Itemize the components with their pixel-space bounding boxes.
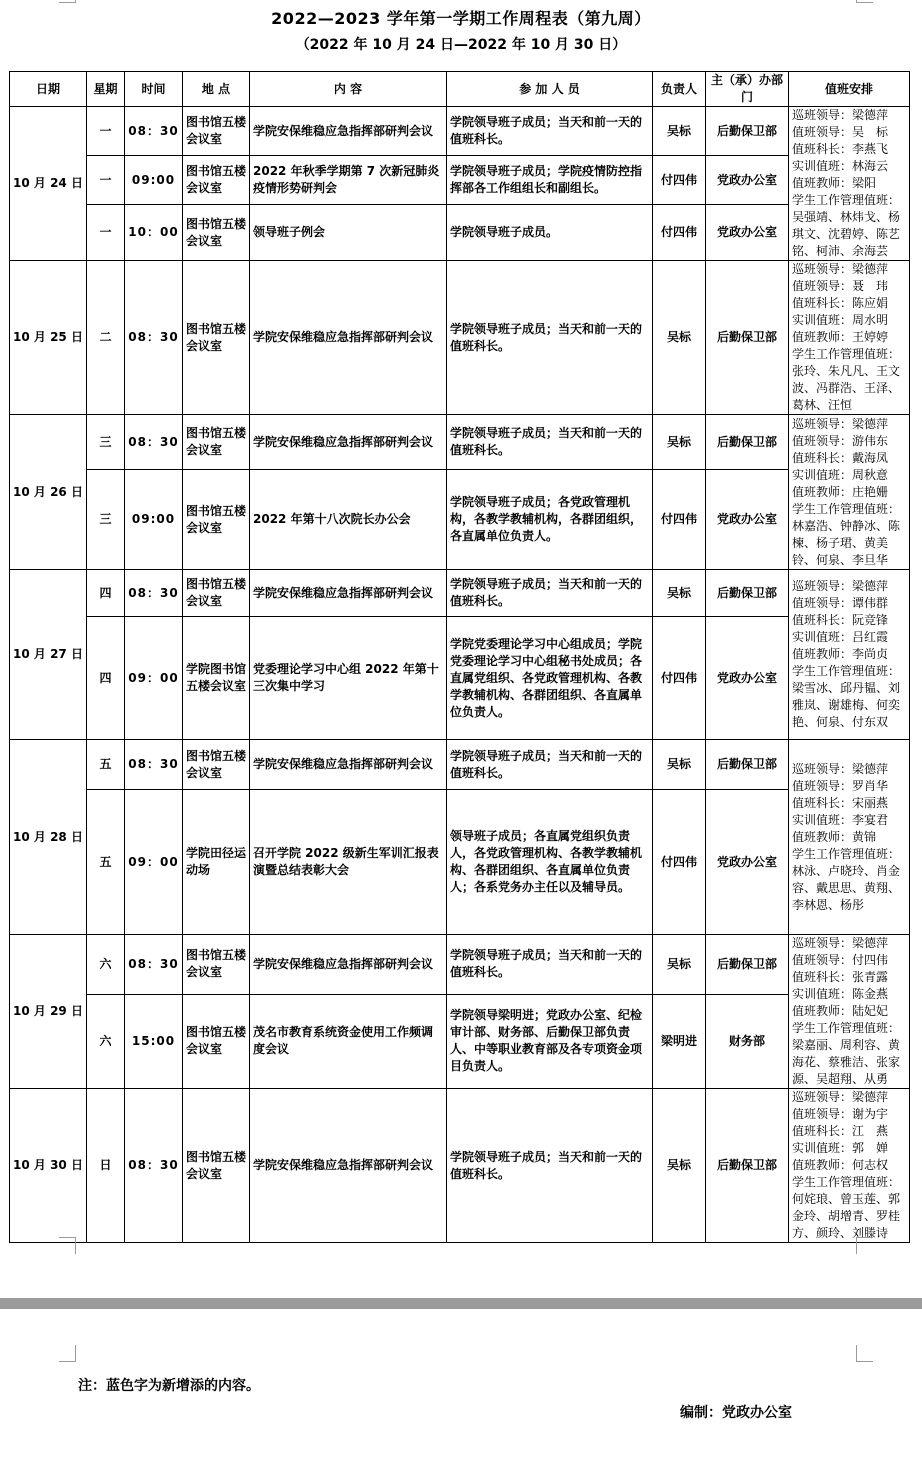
duty-line: 值班领导：聂 玮 <box>792 279 889 293</box>
weekday-cell: 二 <box>87 261 125 415</box>
footnote: 注：蓝色字为新增添的内容。 <box>78 1378 260 1394</box>
crop-mark-top-left-page2 <box>59 1345 76 1362</box>
participants-cell: 学院领导梁明进；党政办公室、纪检审计部、财务部、后勤保卫部负责人、中等职业教育部及各专项资金项目负责人。 <box>447 994 653 1088</box>
weekday-cell: 六 <box>87 935 125 995</box>
header-content: 内 容 <box>250 72 447 107</box>
duty-line: 值班领导：游伟东 <box>792 433 889 448</box>
duty-line: 巡班领导：梁德萍 <box>792 108 889 122</box>
header-weekday: 星期 <box>87 72 125 107</box>
schedule-row <box>10 205 910 261</box>
time-cell: 08：30 <box>125 740 183 790</box>
location-cell: 学院图书馆五楼会议室 <box>183 617 250 740</box>
duty-line: 实训值班：陈金燕 <box>792 987 889 1001</box>
content-cell: 学院安保维稳应急指挥部研判会议 <box>250 740 447 790</box>
date-cell: 10 月 28 日 <box>10 740 87 935</box>
dept-cell: 后勤保卫部 <box>706 740 789 790</box>
schedule-row <box>10 415 910 470</box>
duty-line: 巡班领导：梁德萍 <box>792 936 889 950</box>
schedule-row <box>10 740 910 790</box>
duty-line: 值班领导：吴 标 <box>792 125 889 139</box>
weekday-cell: 六 <box>87 994 125 1088</box>
duty-line: 实训值班：周秋意 <box>792 467 889 482</box>
participants-cell: 学院领导班子成员；当天和前一天的值班科长。 <box>447 415 653 470</box>
time-cell: 09：00 <box>125 790 183 935</box>
dept-cell: 后勤保卫部 <box>706 415 789 470</box>
date-range-subtitle: （2022 年 10 月 24 日—2022 年 10 月 30 日） <box>295 37 627 53</box>
time-cell: 08：30 <box>125 935 183 995</box>
weekday-cell: 一 <box>87 156 125 205</box>
duty-cell <box>789 415 910 570</box>
schedule-row <box>10 156 910 205</box>
duty-cell <box>789 107 910 261</box>
schedule-row <box>10 470 910 570</box>
schedule-row <box>10 617 910 740</box>
duty-line: 学生工作管理值班：林泳、卢晓玲、肖金容、戴思思、黄翔、李林恩、杨彤 <box>792 846 901 912</box>
crop-mark-top-right <box>856 0 873 3</box>
duty-line: 巡班领导：梁德萍 <box>792 262 889 276</box>
dept-cell: 后勤保卫部 <box>706 107 789 156</box>
duty-line: 值班领导：谭伟群 <box>792 596 889 610</box>
duty-line: 巡班领导：梁德萍 <box>792 1090 889 1104</box>
duty-line: 值班教师：李尚贞 <box>792 647 889 661</box>
duty-line: 值班科长：阮竞锋 <box>792 613 889 627</box>
duty-cell <box>789 261 910 415</box>
duty-line: 值班科长：江 燕 <box>792 1124 889 1138</box>
header-location: 地 点 <box>183 72 250 107</box>
participants-cell: 学院党委理论学习中心组成员；学院党委理论学习中心组秘书处成员；各直属党组织、各党政管理机构、各教学教辅机构、各群团组织、各直属单位负责人。 <box>447 617 653 740</box>
duty-line: 巡班领导：梁德萍 <box>792 761 889 776</box>
content-cell: 2022 年第十八次院长办公会 <box>250 470 447 570</box>
participants-cell: 学院领导班子成员。 <box>447 205 653 261</box>
content-cell: 召开学院 2022 级新生军训汇报表演暨总结表彰大会 <box>250 790 447 935</box>
date-cell: 10 月 26 日 <box>10 415 87 570</box>
participants-cell: 领导班子成员；各直属党组织负责人，各党政管理机构、各教学教辅机构、各群团组织、各直属单位负责人；各系党务办主任以及辅导员。 <box>447 790 653 935</box>
time-cell: 08：30 <box>125 1089 183 1243</box>
schedule-row <box>10 1089 910 1243</box>
participants-cell: 学院领导班子成员；当天和前一天的值班科长。 <box>447 261 653 415</box>
location-cell: 图书馆五楼会议室 <box>183 470 250 570</box>
duty-line: 值班教师：黄锦 <box>792 829 877 844</box>
time-cell: 08：30 <box>125 570 183 617</box>
time-cell: 09：00 <box>125 617 183 740</box>
header-date: 日期 <box>10 72 87 107</box>
participants-cell: 学院领导班子成员；当天和前一天的值班科长。 <box>447 935 653 995</box>
schedule-row <box>10 107 910 156</box>
content-cell: 茂名市教育系统资金使用工作频调度会议 <box>250 994 447 1088</box>
content-cell: 学院安保维稳应急指挥部研判会议 <box>250 261 447 415</box>
weekday-cell: 五 <box>87 740 125 790</box>
dept-cell: 党政办公室 <box>706 205 789 261</box>
content-cell: 学院安保维稳应急指挥部研判会议 <box>250 935 447 995</box>
dept-cell: 财务部 <box>706 994 789 1088</box>
duty-line: 实训值班：李宴君 <box>792 812 889 827</box>
crop-mark-top-left <box>59 0 76 3</box>
page-title: 2022—2023 学年第一学期工作周程表（第九周） <box>271 9 651 28</box>
duty-cell <box>789 1089 910 1243</box>
duty-line: 值班教师：梁阳 <box>792 176 877 190</box>
duty-line: 学生工作管理值班：梁雪冰、邱丹韫、刘雅岚、谢雄梅、何奕艳、何泉、付东双 <box>792 664 901 729</box>
duty-cell <box>789 740 910 935</box>
duty-cell <box>789 570 910 740</box>
schedule-row <box>10 261 910 415</box>
time-cell: 08：30 <box>125 107 183 156</box>
weekday-cell: 一 <box>87 205 125 261</box>
participants-cell: 学院领导班子成员；学院疫情防控指挥部各工作组组长和副组长。 <box>447 156 653 205</box>
participants-cell: 学院领导班子成员；当天和前一天的值班科长。 <box>447 740 653 790</box>
duty-line: 值班教师：王婷婷 <box>792 330 889 344</box>
duty-line: 实训值班：周水明 <box>792 313 889 327</box>
time-cell: 09:00 <box>125 470 183 570</box>
dept-cell: 党政办公室 <box>706 470 789 570</box>
location-cell: 图书馆五楼会议室 <box>183 156 250 205</box>
leader-cell: 吴标 <box>653 415 706 470</box>
location-cell: 图书馆五楼会议室 <box>183 205 250 261</box>
location-cell: 图书馆五楼会议室 <box>183 415 250 470</box>
time-cell: 15:00 <box>125 994 183 1088</box>
location-cell: 图书馆五楼会议室 <box>183 935 250 995</box>
duty-line: 实训值班：吕红霞 <box>792 630 889 644</box>
leader-cell: 吴标 <box>653 261 706 415</box>
leader-cell: 吴标 <box>653 107 706 156</box>
location-cell: 图书馆五楼会议室 <box>183 107 250 156</box>
schedule-row <box>10 935 910 995</box>
content-cell: 学院安保维稳应急指挥部研判会议 <box>250 415 447 470</box>
dept-cell: 后勤保卫部 <box>706 261 789 415</box>
duty-line: 实训值班：郭 婵 <box>792 1141 889 1155</box>
time-cell: 09:00 <box>125 156 183 205</box>
duty-line: 巡班领导：梁德萍 <box>792 416 889 431</box>
weekday-cell: 一 <box>87 107 125 156</box>
weekday-cell: 三 <box>87 415 125 470</box>
participants-cell: 学院领导班子成员；当天和前一天的值班科长。 <box>447 570 653 617</box>
date-cell: 10 月 24 日 <box>10 107 87 261</box>
duty-line: 值班教师：陆妃妃 <box>792 1004 889 1018</box>
leader-cell: 付四伟 <box>653 617 706 740</box>
duty-line: 学生工作管理值班：林嘉浩、钟静冰、陈楝、杨子珺、黄美铃、何泉、李旦华 <box>792 501 901 567</box>
duty-line: 学生工作管理值班：何姹琅、曾玉莲、郭金玲、胡增青、罗桂方、颜玲、刘滕诗 <box>792 1175 901 1240</box>
content-cell: 学院安保维稳应急指挥部研判会议 <box>250 570 447 617</box>
location-cell: 图书馆五楼会议室 <box>183 261 250 415</box>
date-cell: 10 月 30 日 <box>10 1089 87 1243</box>
duty-line: 学生工作管理值班：梁嘉丽、周利容、黄海花、蔡雅洁、张家源、吴超翔、从勇 <box>792 1021 901 1086</box>
weekday-cell: 五 <box>87 790 125 935</box>
header-row <box>10 72 910 107</box>
duty-line: 值班领导：罗肖华 <box>792 778 889 793</box>
schedule-body <box>10 107 910 1243</box>
leader-cell: 付四伟 <box>653 470 706 570</box>
location-cell: 学院田径运动场 <box>183 790 250 935</box>
schedule-row <box>10 994 910 1088</box>
content-cell: 学院安保维稳应急指挥部研判会议 <box>250 107 447 156</box>
location-cell: 图书馆五楼会议室 <box>183 570 250 617</box>
duty-line: 值班领导：付四伟 <box>792 953 889 967</box>
content-cell: 学院安保维稳应急指挥部研判会议 <box>250 1089 447 1243</box>
duty-line: 值班领导：谢为宇 <box>792 1107 889 1121</box>
location-cell: 图书馆五楼会议室 <box>183 740 250 790</box>
editor-credit: 编制：党政办公室 <box>680 1405 792 1421</box>
duty-line: 值班教师：庄艳姗 <box>792 484 889 499</box>
duty-line: 巡班领导：梁德萍 <box>792 579 889 593</box>
header-time: 时间 <box>125 72 183 107</box>
dept-cell: 后勤保卫部 <box>706 935 789 995</box>
content-cell: 党委理论学习中心组 2022 年第十三次集中学习 <box>250 617 447 740</box>
participants-cell: 学院领导班子成员；当天和前一天的值班科长。 <box>447 107 653 156</box>
leader-cell: 付四伟 <box>653 790 706 935</box>
duty-line: 实训值班：林海云 <box>792 159 889 173</box>
dept-cell: 后勤保卫部 <box>706 570 789 617</box>
schedule-row <box>10 570 910 617</box>
participants-cell: 学院领导班子成员；各党政管理机构，各教学教辅机构，各群团组织，各直属单位负责人。 <box>447 470 653 570</box>
time-cell: 08：30 <box>125 415 183 470</box>
time-cell: 10：00 <box>125 205 183 261</box>
weekday-cell: 四 <box>87 617 125 740</box>
content-cell: 领导班子例会 <box>250 205 447 261</box>
leader-cell: 梁明进 <box>653 994 706 1088</box>
dept-cell: 党政办公室 <box>706 156 789 205</box>
duty-cell <box>789 935 910 1089</box>
leader-cell: 吴标 <box>653 935 706 995</box>
dept-cell: 党政办公室 <box>706 790 789 935</box>
weekday-cell: 四 <box>87 570 125 617</box>
date-cell: 10 月 25 日 <box>10 261 87 415</box>
header-participants: 参 加 人 员 <box>447 72 653 107</box>
participants-cell: 学院领导班子成员；当天和前一天的值班科长。 <box>447 1089 653 1243</box>
header-duty: 值班安排 <box>789 72 910 107</box>
duty-line: 学生工作管理值班：张玲、朱凡凡、王文波、冯群浩、王泽、葛林、汪恒 <box>792 347 901 412</box>
duty-line: 值班教师：何志权 <box>792 1158 889 1172</box>
duty-line: 值班科长：张青露 <box>792 970 889 984</box>
duty-line: 值班科长：李燕飞 <box>792 142 889 156</box>
weekday-cell: 三 <box>87 470 125 570</box>
leader-cell: 付四伟 <box>653 156 706 205</box>
date-cell: 10 月 27 日 <box>10 570 87 740</box>
time-cell: 08：30 <box>125 261 183 415</box>
leader-cell: 吴标 <box>653 570 706 617</box>
duty-line: 学生工作管理值班：吴强靖、林炜戈、杨琪文、沈碧婷、陈艺铭、柯沛、余海芸 <box>792 193 901 258</box>
location-cell: 图书馆五楼会议室 <box>183 994 250 1088</box>
duty-line: 值班科长：陈应娟 <box>792 296 889 310</box>
weekday-cell: 日 <box>87 1089 125 1243</box>
duty-line: 值班科长：戴海凤 <box>792 450 889 465</box>
leader-cell: 吴标 <box>653 1089 706 1243</box>
header-dept: 主（承）办部 门 <box>706 72 789 107</box>
leader-cell: 吴标 <box>653 740 706 790</box>
dept-cell: 后勤保卫部 <box>706 1089 789 1243</box>
crop-mark-bottom-left <box>59 1237 76 1254</box>
content-cell: 2022 年秋季学期第 7 次新冠肺炎疫情形势研判会 <box>250 156 447 205</box>
schedule-row <box>10 790 910 935</box>
duty-line: 值班科长：宋丽燕 <box>792 795 889 810</box>
crop-mark-bottom-right <box>856 1237 873 1254</box>
leader-cell: 付四伟 <box>653 205 706 261</box>
schedule-table <box>9 71 910 1243</box>
crop-mark-top-right-page2 <box>856 1345 873 1362</box>
date-cell: 10 月 29 日 <box>10 935 87 1089</box>
location-cell: 图书馆五楼会议室 <box>183 1089 250 1243</box>
header-leader: 负责人 <box>653 72 706 107</box>
page-separator <box>0 1298 922 1309</box>
dept-cell: 党政办公室 <box>706 617 789 740</box>
